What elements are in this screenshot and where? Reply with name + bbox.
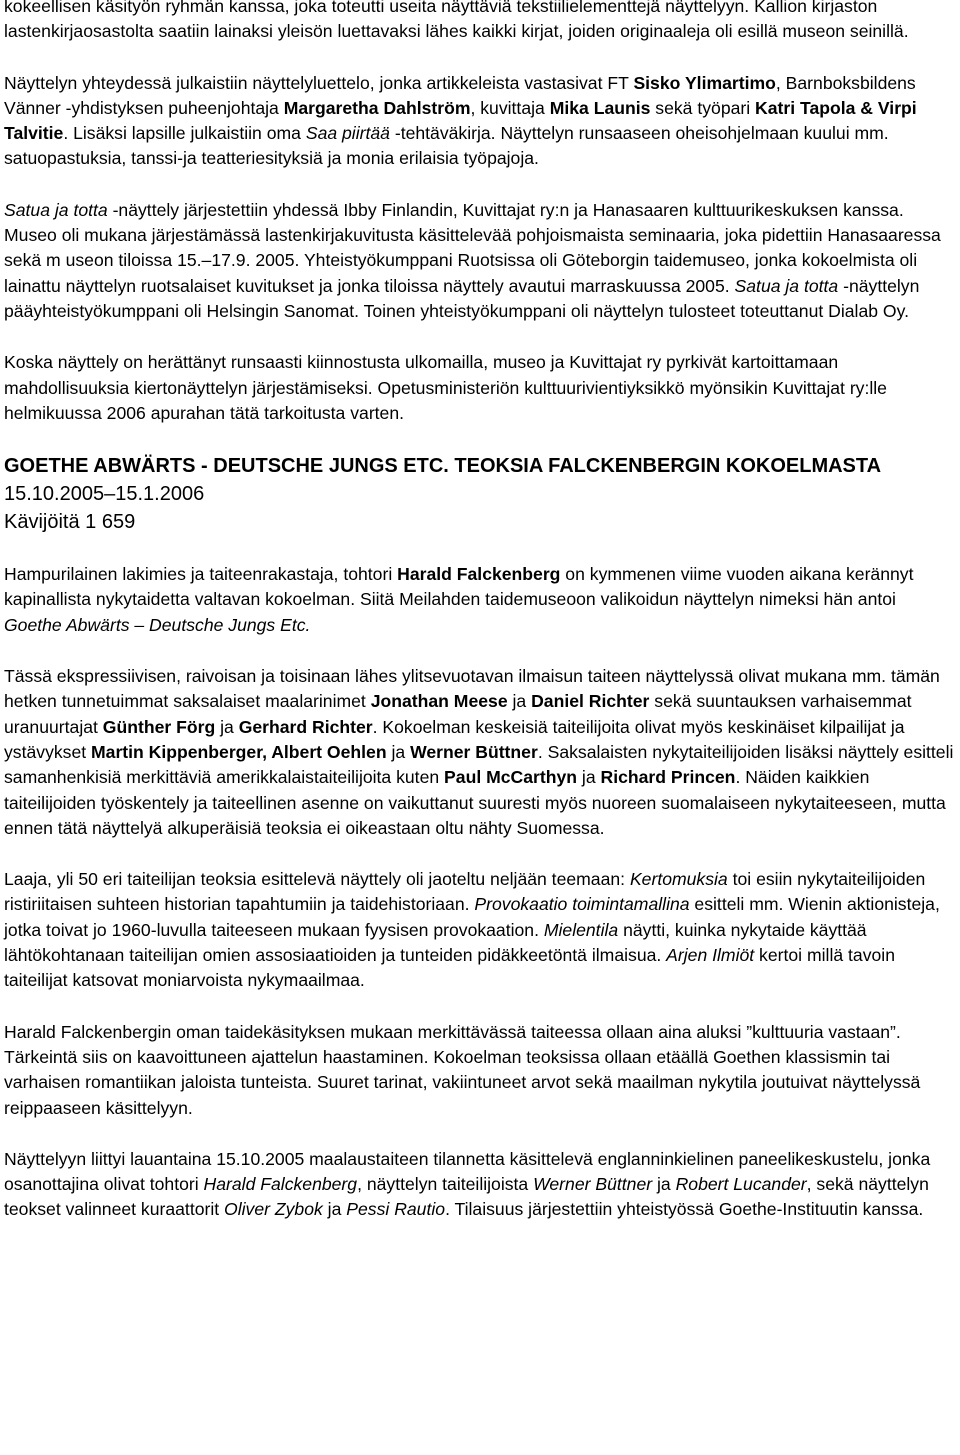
text-run: kertoi millä tavoin taiteilijat katsovat moniarvoista nykymaailmaa. — [4, 945, 895, 991]
text-run: sekä työpari — [650, 97, 756, 118]
text-run: on kymmenen viime vuoden aikana kerännyt kapinallista nykytaidetta valtavan kokoelman. Siitä Meilahden taidemuseoon valikoidun näyttelyn nimeksi hän antoi — [4, 564, 914, 610]
italic-title: Kertomuksia — [629, 869, 728, 890]
text-run: ja — [386, 741, 411, 762]
italic-title: Werner Büttner — [533, 1174, 653, 1195]
text-run: -näyttelyn pääyhteistyökumppani oli Helsingin Sanomat. Toinen yhteistyökumppani oli näyttelyn tulosteet toteuttanut Dialab Oy. — [4, 275, 920, 321]
text-run: -näyttely järjestettiin yhdessä Ibby Finlandin, Kuvittajat ry:n ja Hanasaaren kulttuurikeskuksen kanssa. Museo oli mukana järjestämässä lastenkirjakuvitusta käsittelevää pohjoismaista seminaaria, joka pidettiin Hanasaaressa sekä m useon tiloissa 15.–17.9. 2005. Yhteistyökumppani Ruotsissa oli Göteborgin taidemuseo, jonka kokoelmista oli lainattu näyttelyn ruotsalaiset kuvitukset ja jonka tiloissa näyttely avautui marraskuussa 2005. — [4, 199, 941, 296]
section-heading: GOETHE ABWÄRTS - DEUTSCHE JUNGS ETC. TEOKSIA FALCKENBERGIN KOKOELMASTA — [4, 455, 882, 478]
bold-name: Daniel Richter — [531, 691, 650, 712]
text-run: sekä suuntauksen varhaisemmat uranuurtajat — [4, 691, 912, 737]
paragraph-catalogue — [4, 71, 956, 172]
text-run: ja — [215, 716, 239, 737]
italic-title: Goethe Abwärts – Deutsche Jungs Etc. — [4, 614, 311, 635]
text-run: toi esiin nykytaiteilijoiden ristiriitaisen suhteen historian tapahtumiin ja taidehistoriaan. — [4, 869, 926, 915]
text-run: . Kokoelman keskeisiä taiteilijoita olivat myös keskinäiset kilpailijat ja ystävykset — [4, 716, 905, 762]
text-run: Koska näyttely on herättänyt runsaasti kiinnostusta ulkomailla, museo ja Kuvittajat ry pyrkivät kartoittamaan mahdollisuuksia kiertonäyttelyn järjestämiseksi. Opetusministeriön kulttuurivientiyksikkö myönsikin Kuvittajat ry:lle helmikuussa 2006 apurahan tätä tarkoitusta varten. — [4, 352, 887, 423]
italic-title: Arjen Ilmiöt — [666, 945, 755, 966]
text-run: , kuvittaja — [470, 97, 550, 118]
paragraph-artists — [4, 664, 956, 841]
italic-title: Provokaatio toimintamallina — [474, 894, 690, 915]
text-run: . Saksalaisten nykytaiteilijoiden lisäksi näyttely esitteli samanhenkisiä merkittäviä amerikkalaistaiteilijoita kuten — [4, 741, 954, 788]
text-run: Näyttelyn yhteydessä julkaistiin näyttelyluettelo, jonka artikkeleista vastasivat FT — [4, 72, 634, 93]
visitor-count: Kävijöitä 1 659 — [4, 511, 136, 534]
text-run: , näyttelyn taiteilijoista — [357, 1174, 534, 1195]
italic-title: Mielentila — [543, 919, 619, 940]
paragraph-art-concept — [4, 1020, 956, 1121]
text-run: Hampurilainen lakimies ja taiteenrakastaja, tohtori — [4, 564, 398, 585]
text-run: . Lisäksi lapsille julkaistiin oma — [63, 123, 306, 144]
text-run: näytti, kuinka nykytaide käyttää lähtökohtanaan taiteilijan omien assosiaatioiden ja tunteiden pidäkkeetöntä ilmaisua. — [4, 919, 867, 966]
text-run: ja — [652, 1174, 676, 1195]
bold-name: Günther Förg — [102, 716, 216, 737]
paragraph-cooperation — [4, 198, 956, 324]
text-run: kokeellisen käsityön ryhmän kanssa, joka toteutti useita näyttäviä tekstiilielementtejä näyttelyyn. Kallion kirjaston lastenkirjaosastolta saatiin lainaksi yleisön luettavaksi lähes kaikki kirjat, joiden originaaleja oli esillä museon seinillä. — [4, 0, 909, 42]
text-run: , Barnboksbildens Vänner -yhdistyksen puheenjohtaja — [4, 72, 916, 118]
italic-title: Pessi Rautio — [346, 1199, 446, 1220]
text-run: . Tilaisuus järjestettiin yhteistyössä Goethe-Instituutin kanssa. — [445, 1199, 924, 1220]
text-run: Näyttelyyn liittyi lauantaina 15.10.2005 maalaustaiteen tilannetta käsittelevä englanninkielinen paneelikeskustelu, jonka osanottajina olivat tohtori — [4, 1148, 931, 1195]
italic-title: Oliver Zybok — [224, 1199, 323, 1220]
text-run: Harald Falckenbergin oman taidekäsityksen mukaan merkittävässä taiteessa ollaan aina aluksi ”kulttuuria vastaan”. Tärkeintä siis on kaavoittuneen ajattelun haastaminen. Kokoelman teoksissa ollaan etäällä Goethen klassismin tai varhaisen romantiikan jaloista tunteista. Suuret tarinat, vakiintuneet arvot sekä maailman nykytila joutuivat näyttelyssä reippaaseen käsittelyyn. — [4, 1021, 921, 1118]
bold-name: Katri Tapola & Virpi Talvitie — [4, 97, 917, 144]
bold-name: Richard Princen — [600, 767, 736, 788]
text-run: ja — [322, 1199, 347, 1220]
bold-name: Mika Launis — [549, 97, 651, 118]
bold-name: Margaretha Dahlström — [283, 97, 471, 118]
text-run: -tehtäväkirja. Näyttelyn runsaaseen oheisohjelmaan kuului mm. satuopastuksia, tanssi-ja teatteriesityksiä ja monia erilaisia työpajoja. — [4, 123, 889, 169]
bold-name: Harald Falckenberg — [397, 564, 561, 585]
bold-name: Paul McCarthyn — [444, 767, 578, 788]
exhibition-dates: 15.10.2005–15.1.2006 — [4, 483, 205, 506]
bold-name: Martin Kippenberger, Albert Oehlen — [91, 741, 387, 762]
italic-title: Satua ja totta — [4, 199, 108, 220]
paragraph-workshop-library — [4, 0, 956, 45]
bold-name: Sisko Ylimartimo — [633, 72, 776, 93]
italic-title: Robert Lucander — [675, 1174, 807, 1195]
paragraph-themes — [4, 867, 956, 993]
bold-name: Gerhard Richter — [238, 716, 373, 737]
text-run: , sekä näyttelyn teokset valinneet kuraattorit — [4, 1174, 929, 1220]
text-run: . Näiden kaikkien taiteilijoiden työskentely ja taiteellinen asenne on vaikuttanut suuresti myös nuoreen suomalaiseen nykytaiteeseen, mutta ennen tätä näyttelyä alkuperäisiä teoksia ei oikeastaan oltu nähty Suomessa. — [4, 767, 946, 838]
bold-name: Werner Büttner — [410, 741, 538, 762]
paragraph-touring — [4, 350, 956, 426]
italic-title: Saa piirtää — [305, 123, 390, 144]
text-run: ja — [577, 767, 601, 788]
text-run: ja — [507, 691, 532, 712]
italic-title: Satua ja totta — [734, 275, 839, 296]
italic-title: Harald Falckenberg — [203, 1174, 358, 1195]
text-run: Laaja, yli 50 eri taiteilijan teoksia esittelevä näyttely oli jaoteltu neljään teemaan: — [4, 869, 630, 890]
bold-name: Jonathan Meese — [370, 691, 508, 712]
paragraph-panel-discussion — [4, 1147, 956, 1223]
paragraph-falckenberg-intro — [4, 562, 956, 638]
text-run: esitteli mm. Wienin aktionisteja, jotka toivat jo 1960-luvulla taiteeseen mukaan fyysisen provokaation. — [4, 894, 940, 940]
text-run: Tässä ekspressiivisen, raivoisan ja toisinaan lähes ylitsevuotavan ilmaisun taiteen näyttelyssä olivat mukana mm. tämän hetken tunnetuimmat saksalaiset maalarinimet — [4, 666, 940, 712]
